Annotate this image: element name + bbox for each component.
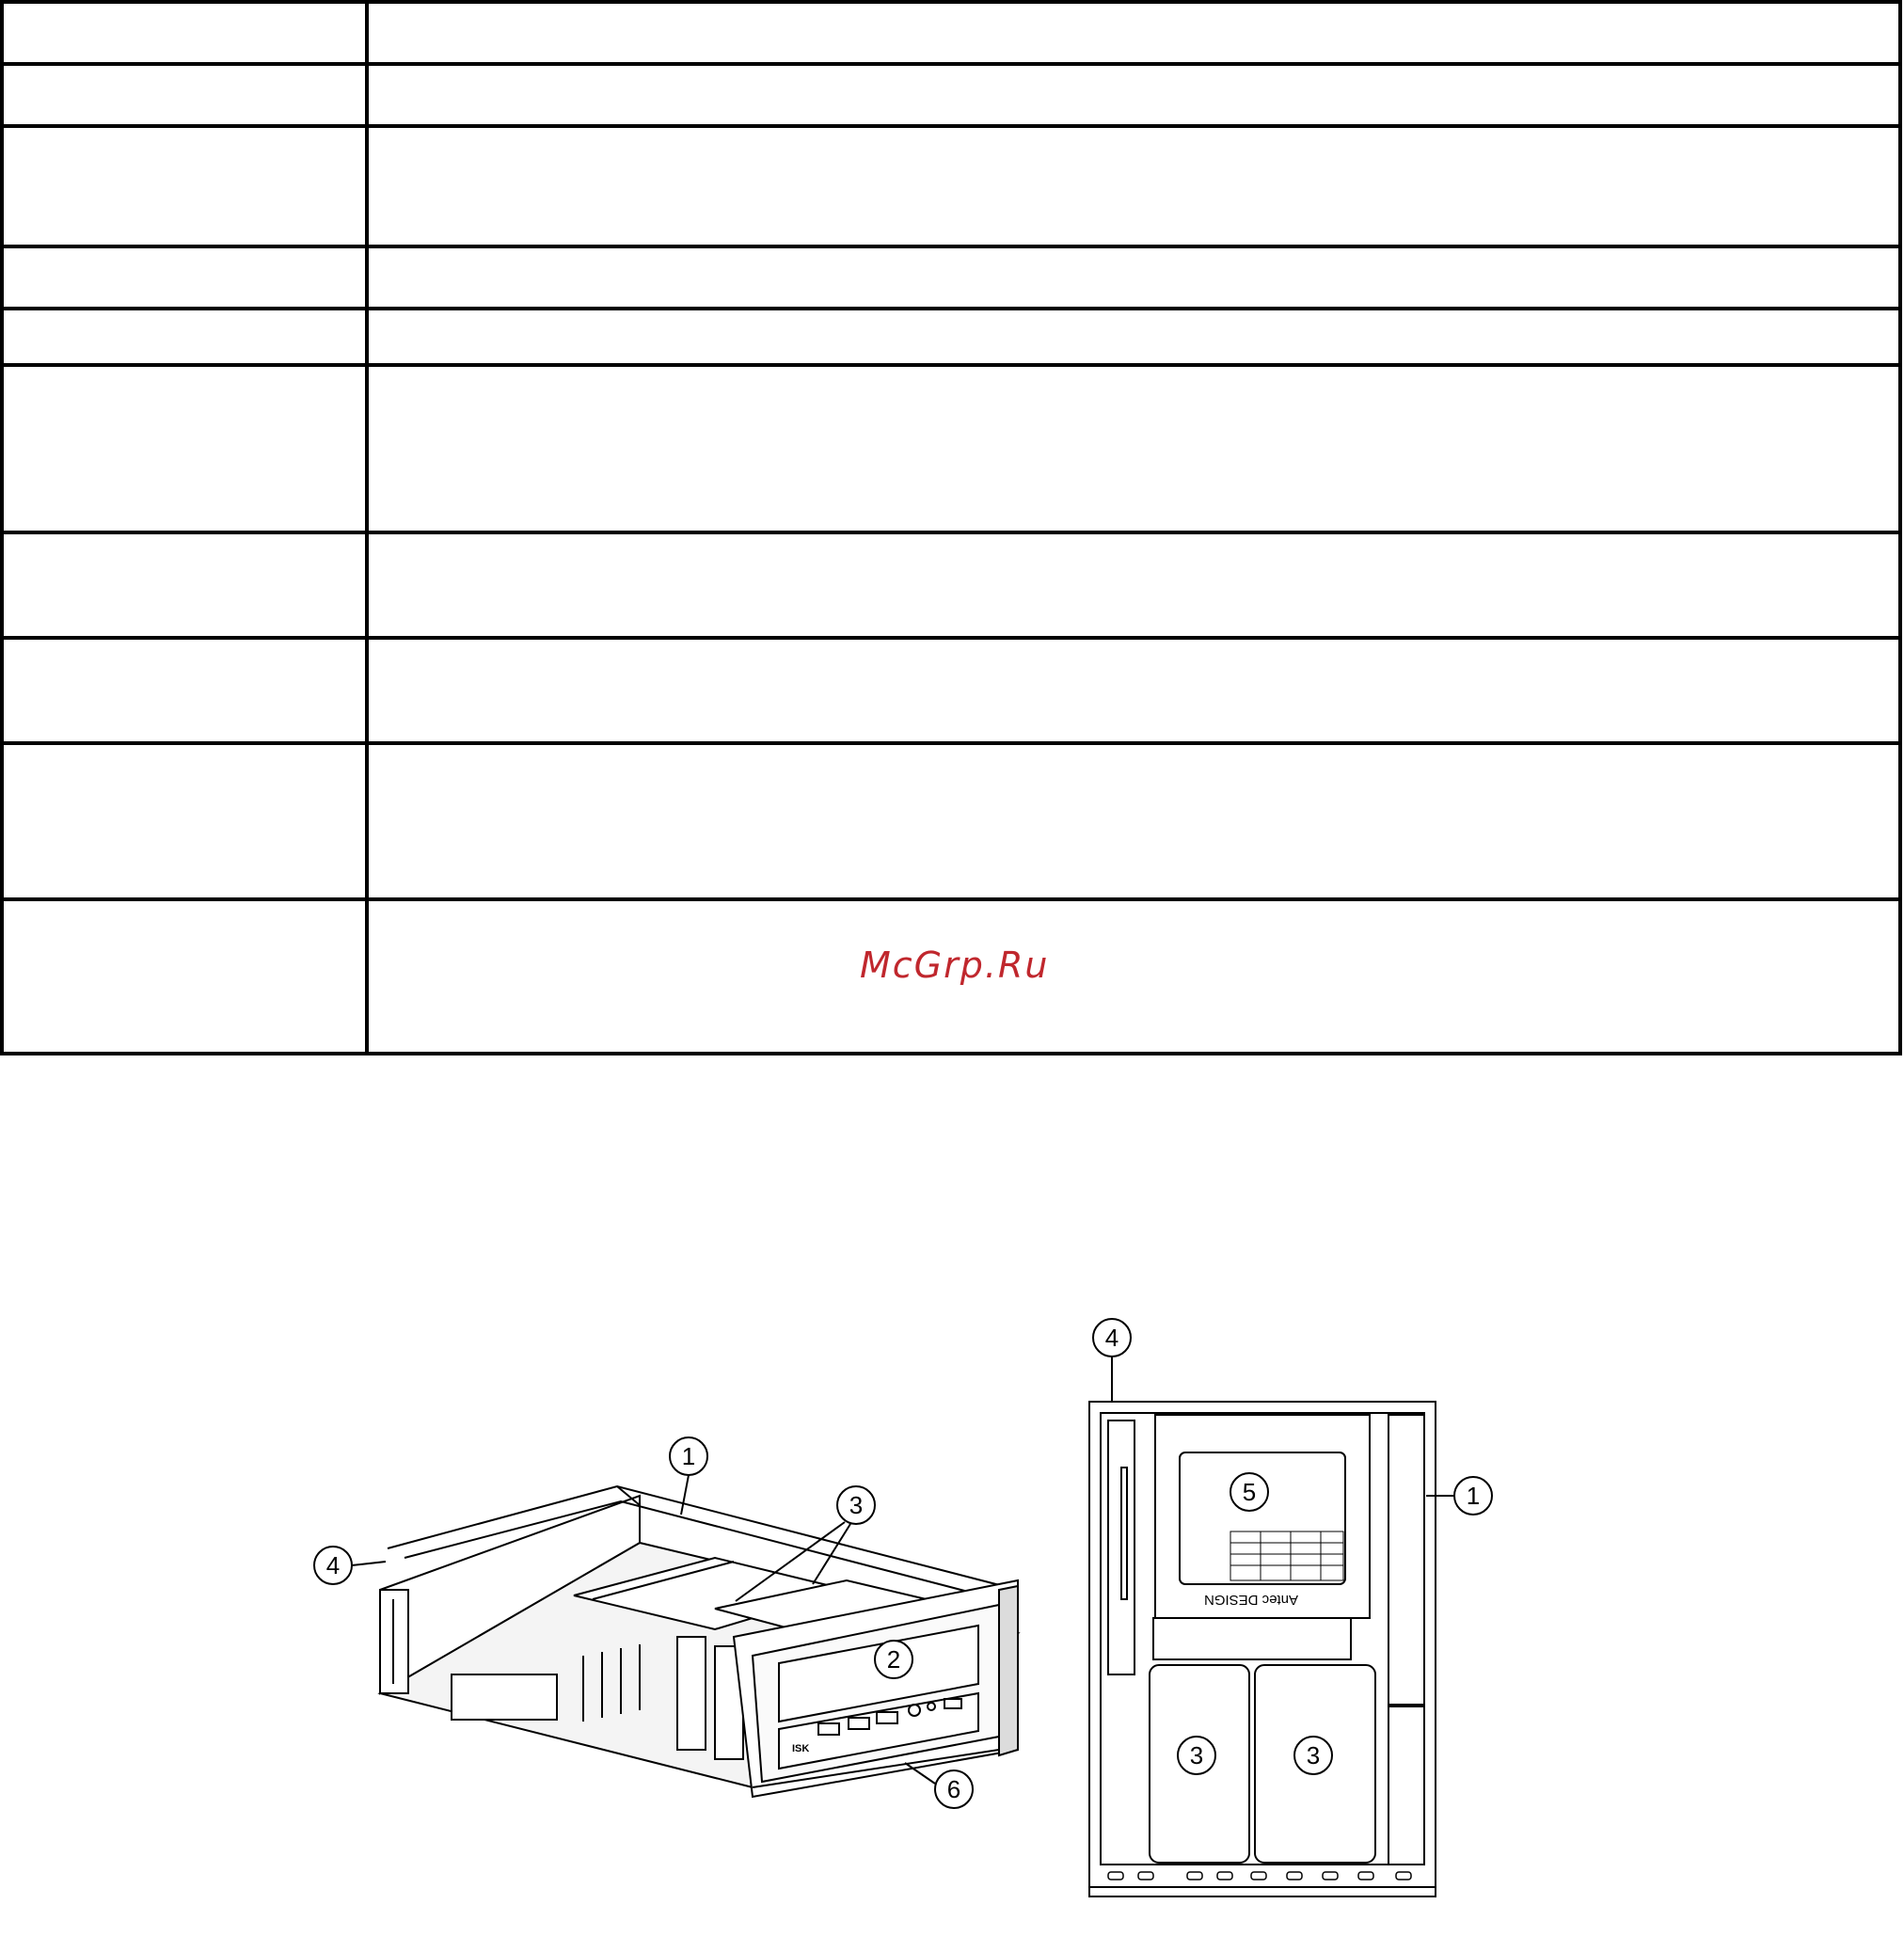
callout-3b-right: 3 bbox=[1306, 1741, 1321, 1769]
callout-1-left: 1 bbox=[681, 1442, 696, 1470]
callout-4-left: 4 bbox=[325, 1551, 341, 1579]
table-grid bbox=[2, 2, 1900, 1054]
callout-5-right: 5 bbox=[1242, 1478, 1257, 1506]
callout-6-left: 6 bbox=[946, 1775, 961, 1803]
panel-brand-text: Antec DESIGN bbox=[1203, 1592, 1299, 1608]
watermark-text: McGrp.Ru bbox=[860, 944, 1050, 986]
callout-3-left: 3 bbox=[849, 1491, 864, 1519]
case-isometric-drawing bbox=[380, 1486, 1018, 1797]
callout-3a-right: 3 bbox=[1189, 1741, 1204, 1769]
callout-2-left: 2 bbox=[886, 1645, 901, 1674]
front-panel-logo: ISK bbox=[792, 1743, 810, 1754]
case-top-drawing bbox=[1089, 1402, 1436, 1896]
callout-4-right: 4 bbox=[1104, 1324, 1119, 1352]
figures bbox=[0, 1057, 1904, 1936]
callout-1-right: 1 bbox=[1466, 1482, 1481, 1510]
